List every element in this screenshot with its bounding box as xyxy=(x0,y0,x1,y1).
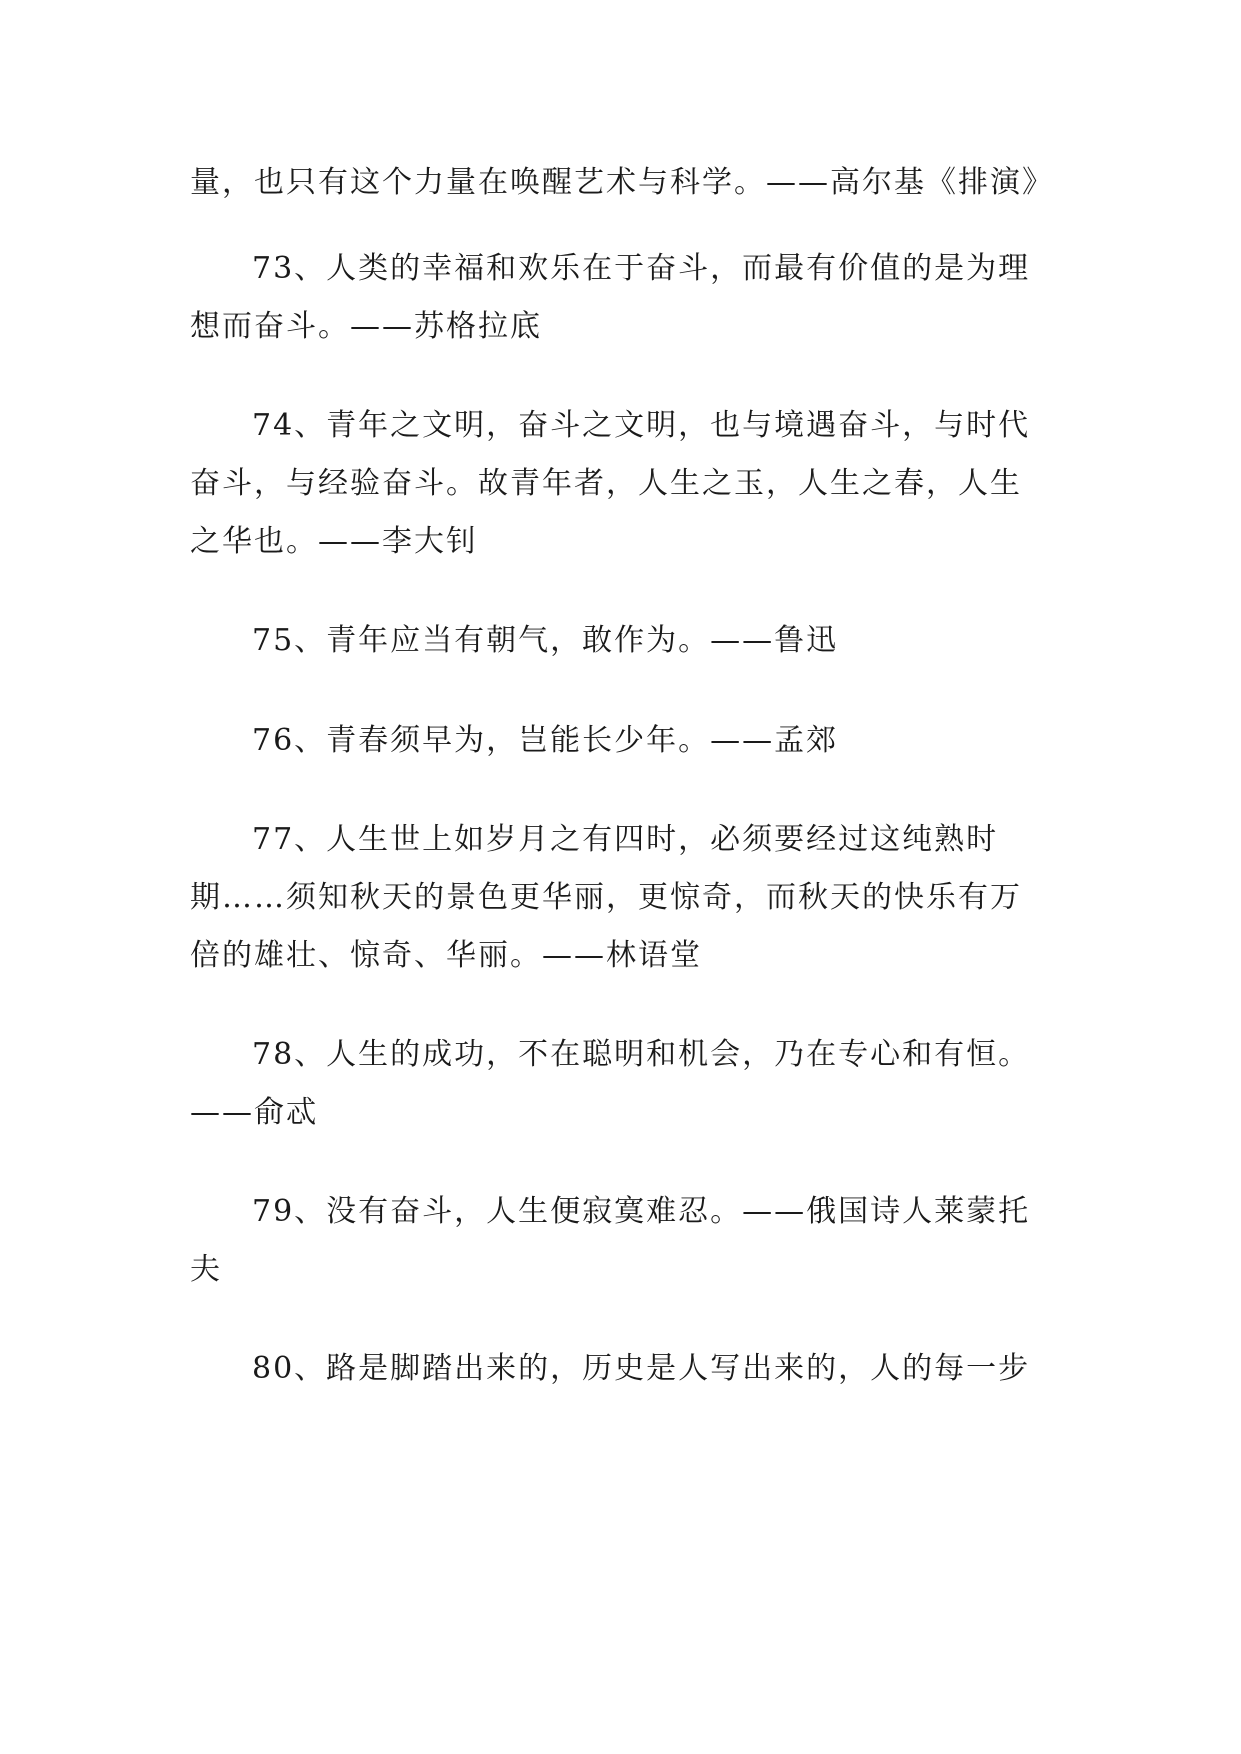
text-line: 之华也。——李大钊 xyxy=(190,524,478,559)
text-line: 80、路是脚踏出来的，历史是人写出来的，人的每一步 xyxy=(252,1351,1031,1386)
text-line: 奋斗，与经验奋斗。故青年者，人生之玉，人生之春，人生 xyxy=(190,466,1022,501)
text-line: ——俞忒 xyxy=(190,1095,318,1130)
text-line: 78、人生的成功，不在聪明和机会，乃在专心和有恒。 xyxy=(252,1037,1031,1072)
text-line: 76、青春须早为，岂能长少年。——孟郊 xyxy=(252,723,839,758)
text-line: 夫 xyxy=(190,1252,222,1287)
text-line: 74、青年之文明，奋斗之文明，也与境遇奋斗，与时代 xyxy=(252,408,1031,443)
text-line: 75、青年应当有朝气，敢作为。——鲁迅 xyxy=(252,623,839,658)
text-line: 想而奋斗。——苏格拉底 xyxy=(190,309,542,344)
text-line: 期……须知秋天的景色更华丽，更惊奇，而秋天的快乐有万 xyxy=(190,880,1022,915)
text-line: 倍的雄壮、惊奇、华丽。——林语堂 xyxy=(190,938,702,973)
text-line: 77、人生世上如岁月之有四时，必须要经过这纯熟时 xyxy=(252,822,999,857)
text-line: 79、没有奋斗，人生便寂寞难忍。——俄国诗人莱蒙托 xyxy=(252,1194,1031,1229)
text-line: 73、人类的幸福和欢乐在于奋斗，而最有价值的是为理 xyxy=(252,251,1031,286)
text-line: 量，也只有这个力量在唤醒艺术与科学。——高尔基《排演》 xyxy=(190,165,1054,200)
